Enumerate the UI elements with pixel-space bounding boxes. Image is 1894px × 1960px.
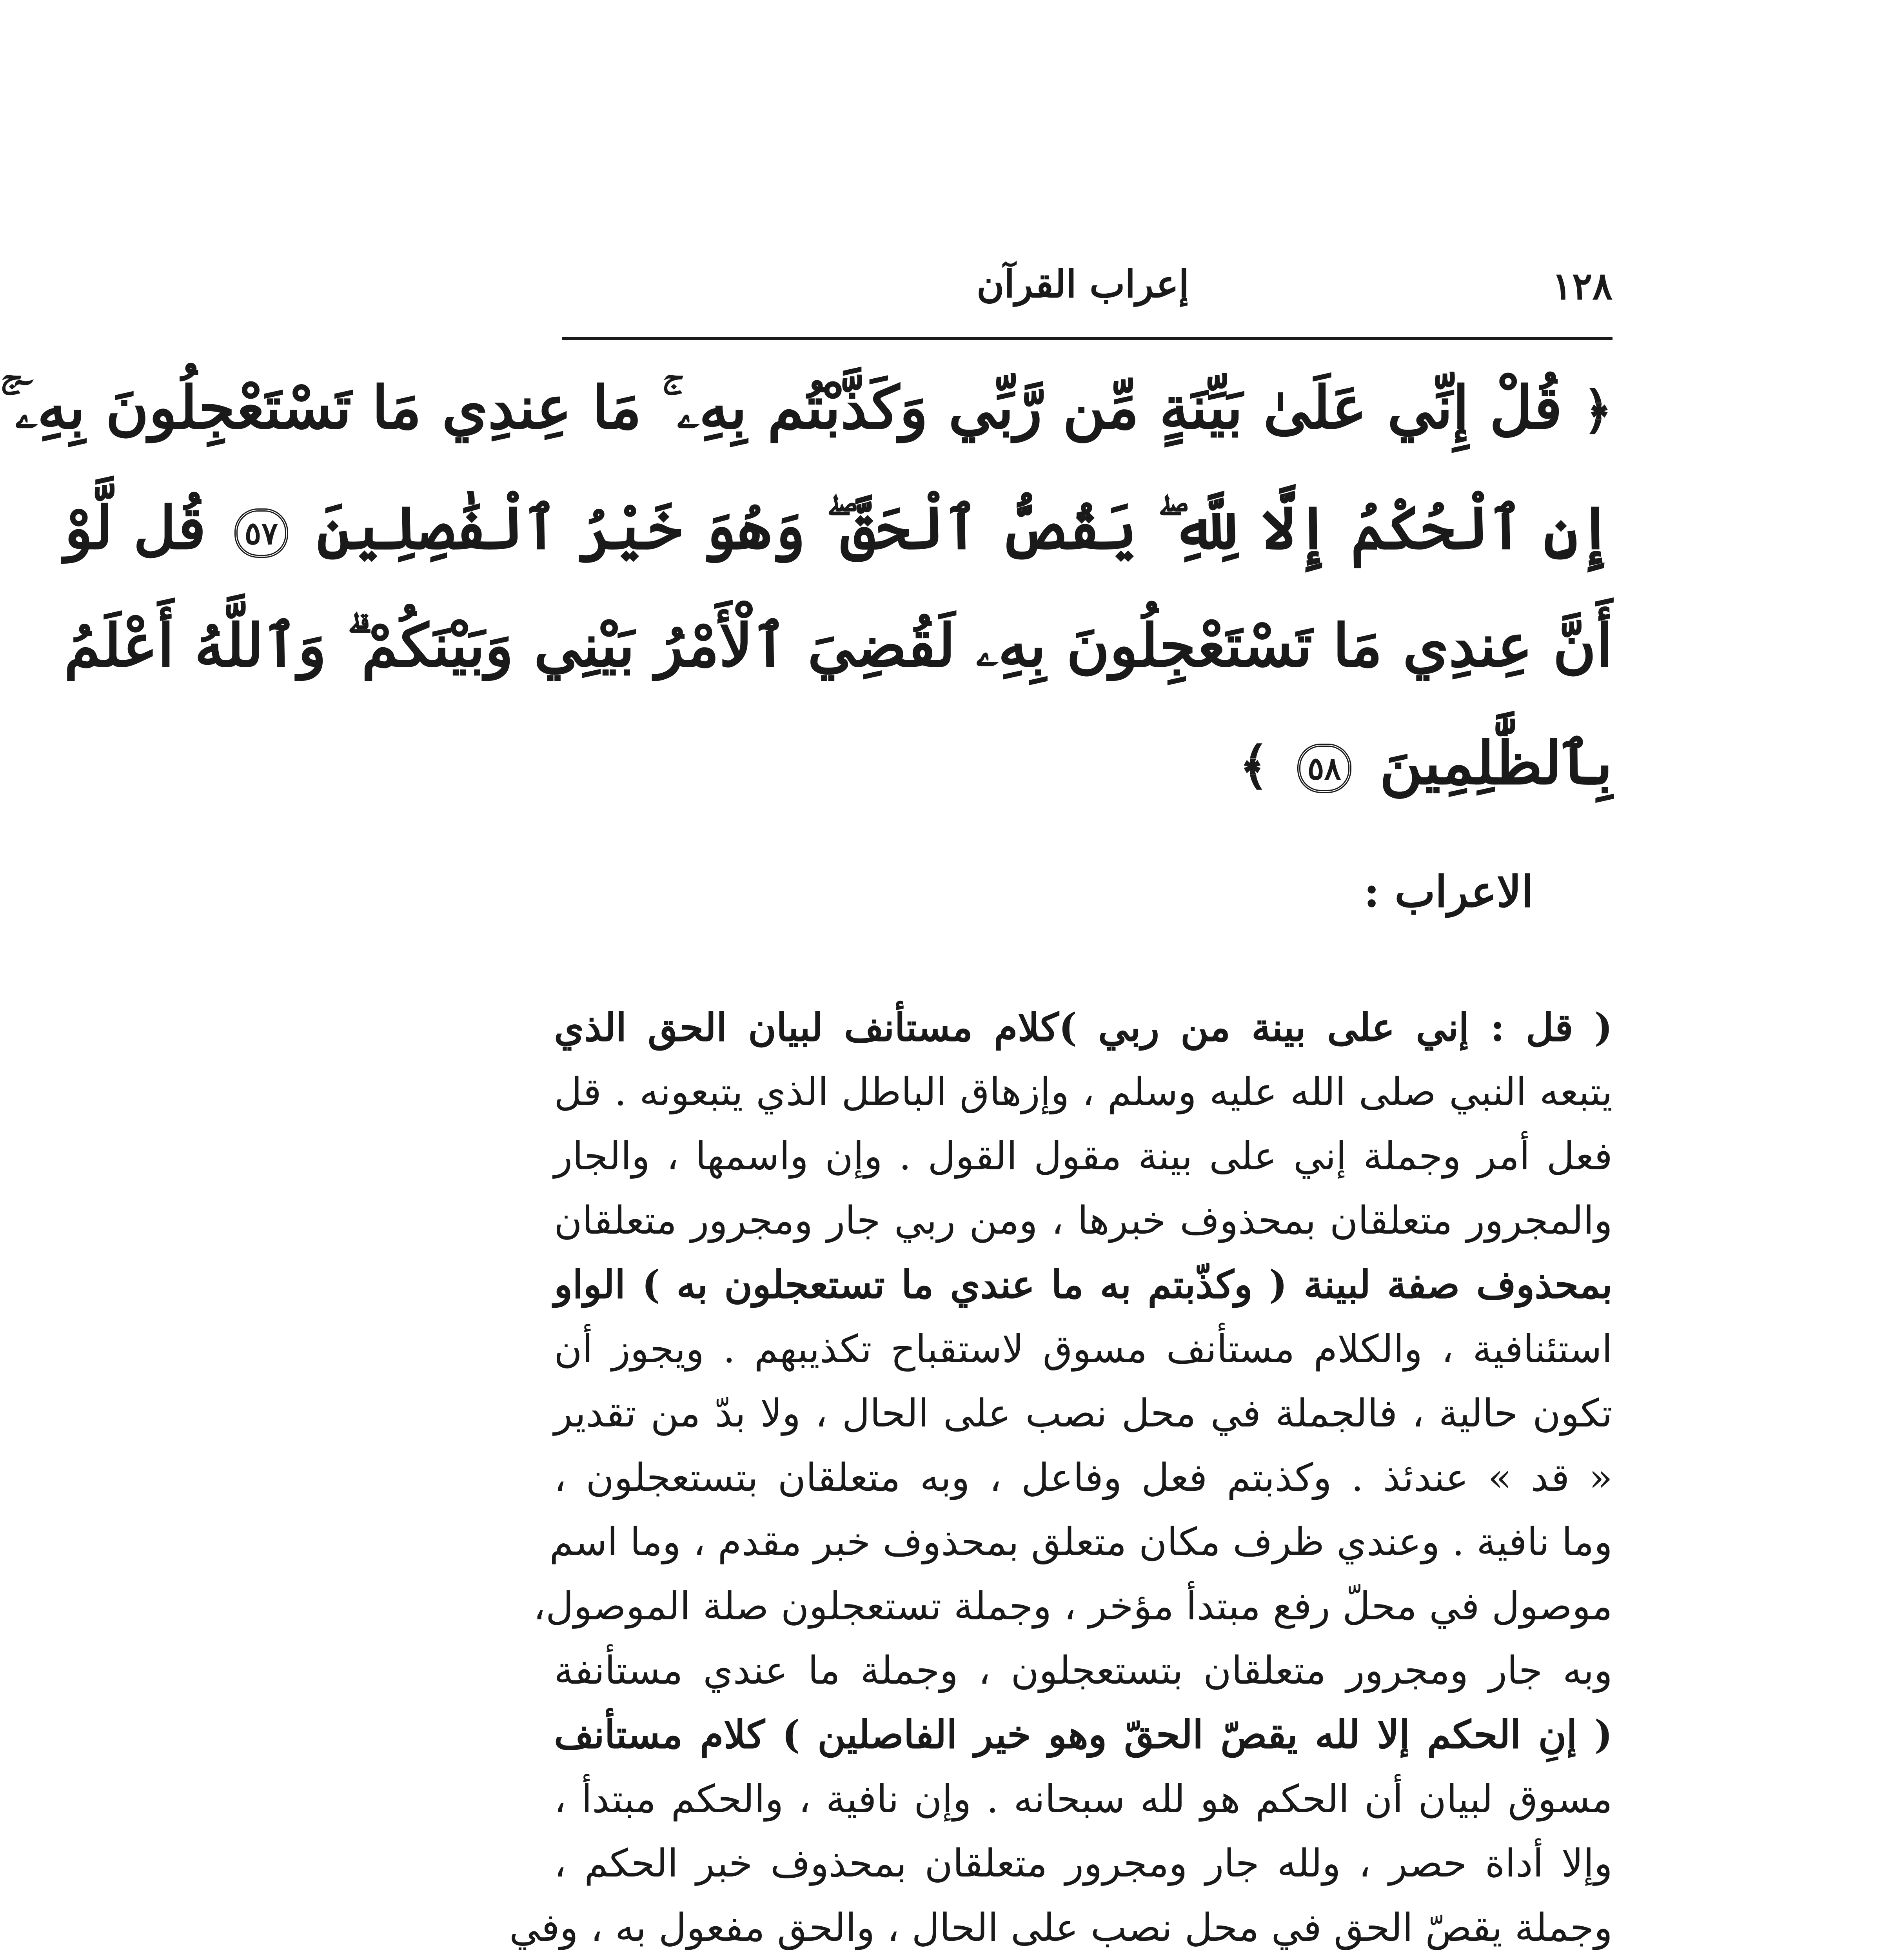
- body-line-1: ( قل : إني على بينة من ربي )كلام مستأنف لبيان الحق الذي: [554, 1005, 1613, 1050]
- body-line-11: وبه جار ومجرور متعلقان بتستعجلون ، وجملة ما عندي مستأنفة: [554, 1648, 1613, 1693]
- verse-line-2: [64, 469, 1613, 587]
- verse-text-1: قُلْ إِنِّي عَلَىٰ بَيِّنَةٍ مِّن رَّبِّي وَكَذَّبْتُم بِهِۦ ۚ مَا عِندِي مَا تَسْتَعْجِلُونَ بِهِۦٓ ۚ: [0, 373, 1562, 442]
- open-ornament: ﴿: [1582, 380, 1613, 440]
- body-line-15: وجملة يقصّ الحق في محل نصب على الحال ، والحق مفعول به ، وفي: [509, 1906, 1613, 1950]
- body-text: [509, 996, 1613, 1960]
- body-line-2: يتبعه النبي صلى الله عليه وسلم ، وإزهاق الباطل الذي يتبعونه . قل: [554, 1070, 1613, 1114]
- verse-line-3: [64, 587, 1613, 704]
- header-rule: [562, 337, 1613, 340]
- running-title: إعراب القرآن: [976, 262, 1189, 306]
- verse-text-3: أَنَّ عِندِي مَا تَسْتَعْجِلُونَ بِهِۦ لَقُضِيَ ٱلْأَمْرُ بَيْنِي وَبَيْنَكُمْ ۗ وَٱللَّهُ أَعْلَمُ: [64, 611, 1613, 680]
- body-line-3: فعل أمر وجملة إني على بينة مقول القول . وإن واسمها ، والجار: [554, 1134, 1613, 1179]
- ayah-number-57: ٥٧: [234, 508, 289, 558]
- verse-line-1: [0, 349, 1613, 469]
- running-header: [562, 251, 1613, 321]
- section-heading: الاعراب :: [1364, 866, 1533, 917]
- verse-line-4: [538, 704, 1613, 825]
- body-line-12: ( إنِ الحكم إلا لله يقصّ الحقّ وهو خير الفاصلين ) كلام مستأنف: [554, 1712, 1613, 1757]
- ayah-number-58: ٥٨: [1297, 744, 1351, 793]
- body-line-5: بمحذوف صفة لبينة ( وكذّبتم به ما عندي ما تستعجلون به ) الواو: [554, 1262, 1613, 1307]
- quran-verse-block: [0, 349, 1613, 825]
- verse-text-2: إِنِ ٱلْحُكْمُ إِلَّا لِلَّهِ ۖ يَقُصُّ ٱلْحَقَّ ۖ وَهُوَ خَيْرُ ٱلْفَٰصِلِينَ: [316, 494, 1613, 563]
- body-line-14: وإلا أداة حصر ، ولله جار ومجرور متعلقان بمحذوف خبر الحكم ،: [554, 1841, 1613, 1886]
- page-number: ١٢٨: [1552, 264, 1613, 308]
- body-line-7: تكون حالية ، فالجملة في محل نصب على الحال ، ولا بدّ من تقدير: [554, 1391, 1613, 1436]
- body-line-13: مسوق لبيان أن الحكم هو لله سبحانه . وإن نافية ، والحكم مبتدأ ،: [554, 1777, 1613, 1822]
- body-line-9: وما نافية . وعندي ظرف مكان متعلق بمحذوف خبر مقدم ، وما اسم: [549, 1520, 1613, 1564]
- body-line-8: « قد » عندئذ . وكذبتم فعل وفاعل ، وبه متعلقان بتستعجلون ،: [554, 1455, 1613, 1500]
- verse-text-2b: قُل لَّوْ: [64, 494, 206, 563]
- close-ornament: ﴾: [1239, 736, 1269, 796]
- body-line-10: موصول في محلّ رفع مبتدأ مؤخر ، وجملة تستعجلون صلة الموصول،: [533, 1584, 1613, 1629]
- body-line-6: استئنافية ، والكلام مستأنف مسوق لاستقباح تكذيبهم . ويجوز أن: [554, 1327, 1613, 1372]
- body-line-4: والمجرور متعلقان بمحذوف خبرها ، ومن ربي جار ومجرور متعلقان: [554, 1198, 1613, 1243]
- verse-text-4: بِٱلظَّٰلِمِينَ: [1379, 729, 1613, 798]
